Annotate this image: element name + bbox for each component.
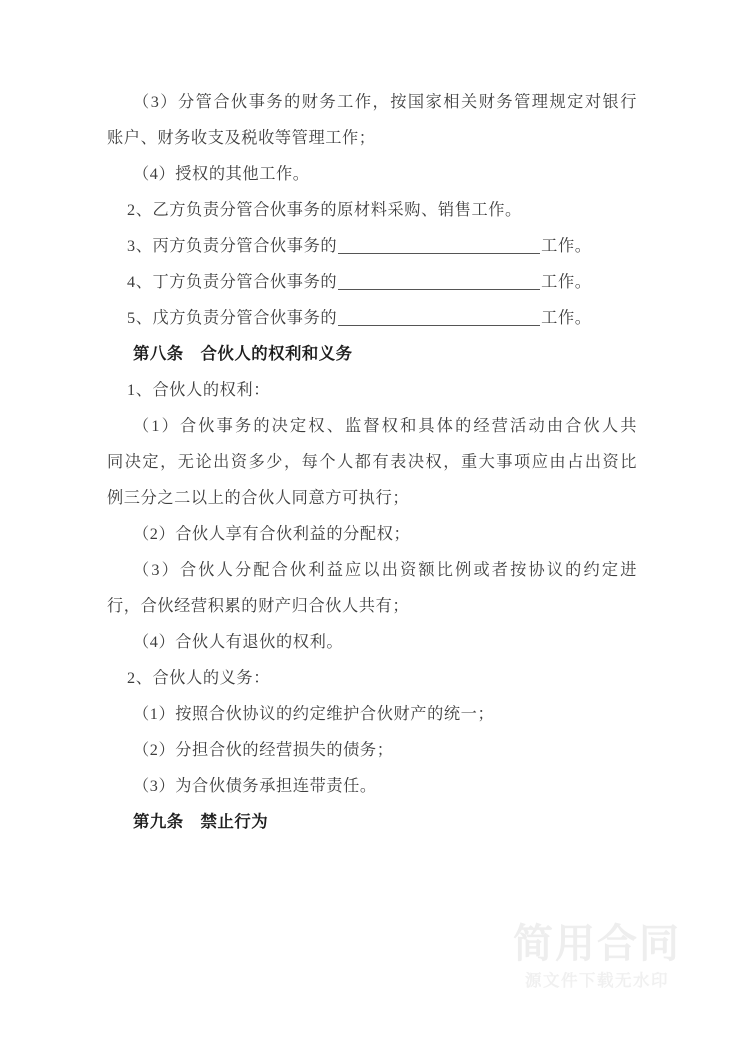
clause-7-item-4-line-1: （4）授权的其他工作。	[133, 165, 310, 183]
clause-8-right-2-line-1: （2）合伙人享有合伙利益的分配权；	[133, 525, 411, 543]
clause-7-item-3-line-2: 账户、财务收支及税收等管理工作；	[107, 129, 376, 147]
clause-7-item-3-line-1: （3）分管合伙事务的财务工作，按国家相关财务管理规定对银行	[133, 93, 637, 111]
clause-8-rights-label-line-1: 1、合伙人的权利：	[127, 381, 270, 399]
clause-7-party-d	[107, 264, 637, 300]
clause-8-duties-label-line-1: 2、合伙人的义务：	[127, 669, 270, 687]
clause-7-party-e	[107, 300, 637, 336]
clause-8-right-1-line-2: 同决定，无论出资多少，每个人都有表决权，重大事项应由占出资比	[107, 453, 637, 471]
fill-in-blank[interactable]	[338, 289, 540, 290]
fill-in-prefix: 4、丁方负责分管合伙事务的	[127, 273, 338, 291]
fill-in-suffix: 工作。	[541, 309, 592, 327]
fill-in-blank[interactable]	[338, 325, 540, 326]
document-text-body	[107, 84, 637, 840]
clause-8-right-1-line-1: （1）合伙事务的决定权、监督权和具体的经营活动由合伙人共	[133, 417, 637, 435]
clause-8-heading: 第八条 合伙人的权利和义务	[133, 344, 353, 363]
fill-in-suffix: 工作。	[541, 273, 592, 291]
watermark-sub-text: 源文件下载无水印	[525, 971, 669, 990]
fill-in-prefix: 5、戊方负责分管合伙事务的	[127, 309, 338, 327]
clause-8-right-4-line-1: （4）合伙人有退伙的权利。	[133, 633, 344, 651]
watermark-brand-text: 简用合同	[513, 921, 681, 967]
watermark	[497, 921, 697, 993]
fill-in-blank[interactable]	[338, 253, 540, 254]
fill-in-prefix: 3、丙方负责分管合伙事务的	[127, 237, 338, 255]
clause-8-duty-2-line-1: （2）分担合伙的经营损失的债务；	[133, 741, 394, 759]
clause-8-right-1-line-3: 例三分之二以上的合伙人同意方可执行；	[107, 489, 410, 507]
clause-8-duty-1-line-1: （1）按照合伙协议的约定维护合伙财产的统一；	[133, 705, 495, 723]
clause-8-duty-3-line-1: （3）为合伙债务承担连带责任。	[133, 777, 377, 795]
fill-in-suffix: 工作。	[541, 237, 592, 255]
clause-7-party-c	[107, 228, 637, 264]
clause-8-right-3-line-1: （3）合伙人分配合伙利益应以出资额比例或者按协议的约定进	[133, 561, 637, 579]
clause-8-right-3-line-2: 行，合伙经营积累的财产归合伙人共有；	[107, 597, 410, 615]
clause-7-party-b-line-1: 2、乙方负责分管合伙事务的原材料采购、销售工作。	[127, 201, 522, 219]
clause-9-heading: 第九条 禁止行为	[133, 812, 269, 831]
